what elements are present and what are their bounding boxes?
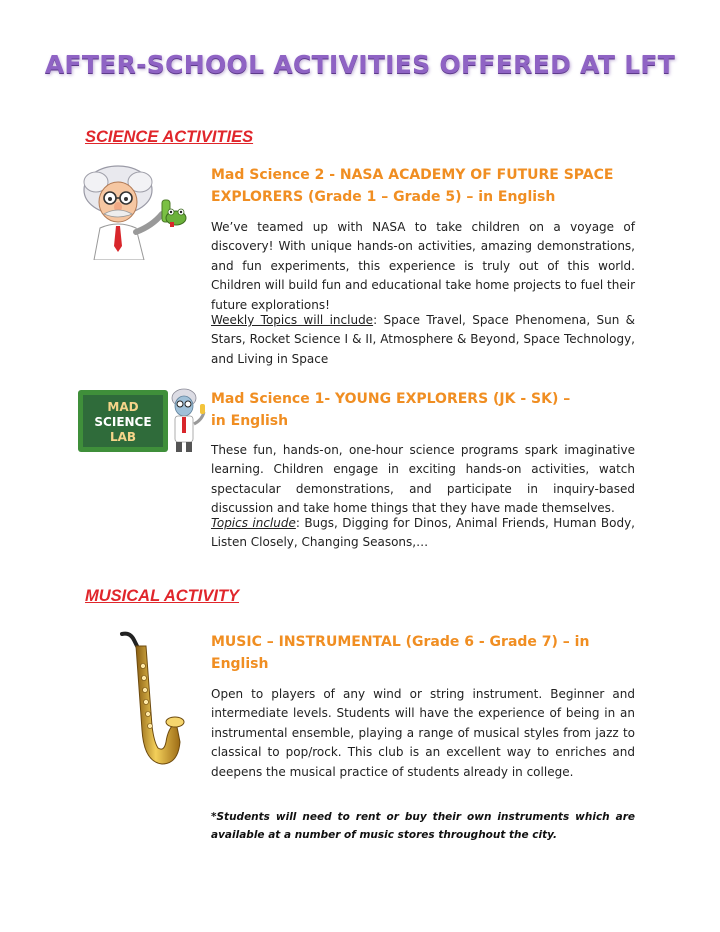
activity-title-music-instrumental: MUSIC – INSTRUMENTAL (Grade 6 - Grade 7) – in English xyxy=(211,634,590,672)
scientist-icon xyxy=(78,162,196,260)
activity-topics-mad-science-2 xyxy=(211,311,635,369)
mad-science-lab-icon xyxy=(78,384,208,460)
activity-description-mad-science-1: These fun, hands-on, one-hour science programs spark imaginative learning. Children engage in exciting hands-on activities, watch spectacular demonstrations, and participate in inquiry-based discussion and take home things that they have made themselves. xyxy=(211,443,635,516)
activity-title-line2: in English xyxy=(211,413,289,429)
activity-topics-mad-science-1 xyxy=(211,514,635,553)
topics-label: Weekly Topics will include xyxy=(211,313,374,327)
activity-title-mad-science-2: Mad Science 2 - NASA ACADEMY OF FUTURE SPACE EXPLORERS (Grade 1 – Grade 5) – in English xyxy=(211,167,614,205)
musical-section-heading: MUSICAL ACTIVITY xyxy=(85,587,240,605)
activity-description-mad-science-2: We’ve teamed up with NASA to take children on a voyage of discovery! With unique hands-on activities, amazing demonstrations, and fun experiments, this experience is truly out of this world. Children will build fun and educational take home projects to fuel their future explorations! xyxy=(211,220,635,312)
page-title: AFTER-SCHOOL ACTIVITIES OFFERED AT LFT xyxy=(44,50,676,79)
activity-description-music-instrumental: Open to players of any wind or string instrument. Beginner and intermediate levels. Students will have the experience of being in an instrumental ensemble, playing a range of musical styles from jazz to classical to pop/rock. This club is an excellent way to enriches and deepens the musical practice of students already in college. xyxy=(211,687,635,779)
board-text-lab: LAB xyxy=(109,430,137,444)
topics-text: : Bugs, Digging for Dinos, Animal Friends, Human Body, Listen Closely, Changing Seasons,… xyxy=(211,516,635,550)
activity-title-mad-science-1 xyxy=(211,388,631,432)
topics-text: : Space Travel, Space Phenomena, Sun & Stars, Rocket Science I & II, Atmosphere & Beyond, Space Technology, and Living in Space xyxy=(211,313,636,366)
activity-title-line1: Mad Science 1- YOUNG EXPLORERS (JK - SK) – xyxy=(211,391,571,407)
board-text-mad: MAD xyxy=(107,400,139,414)
board-text-science: SCIENCE xyxy=(94,415,152,429)
instrument-note: *Students will need to rent or buy their own instruments which are available at a number of music stores throughout the city. xyxy=(211,811,635,841)
topics-label: Topics include xyxy=(211,516,296,530)
saxophone-icon xyxy=(112,630,192,780)
science-section-heading: SCIENCE ACTIVITIES xyxy=(85,128,254,146)
